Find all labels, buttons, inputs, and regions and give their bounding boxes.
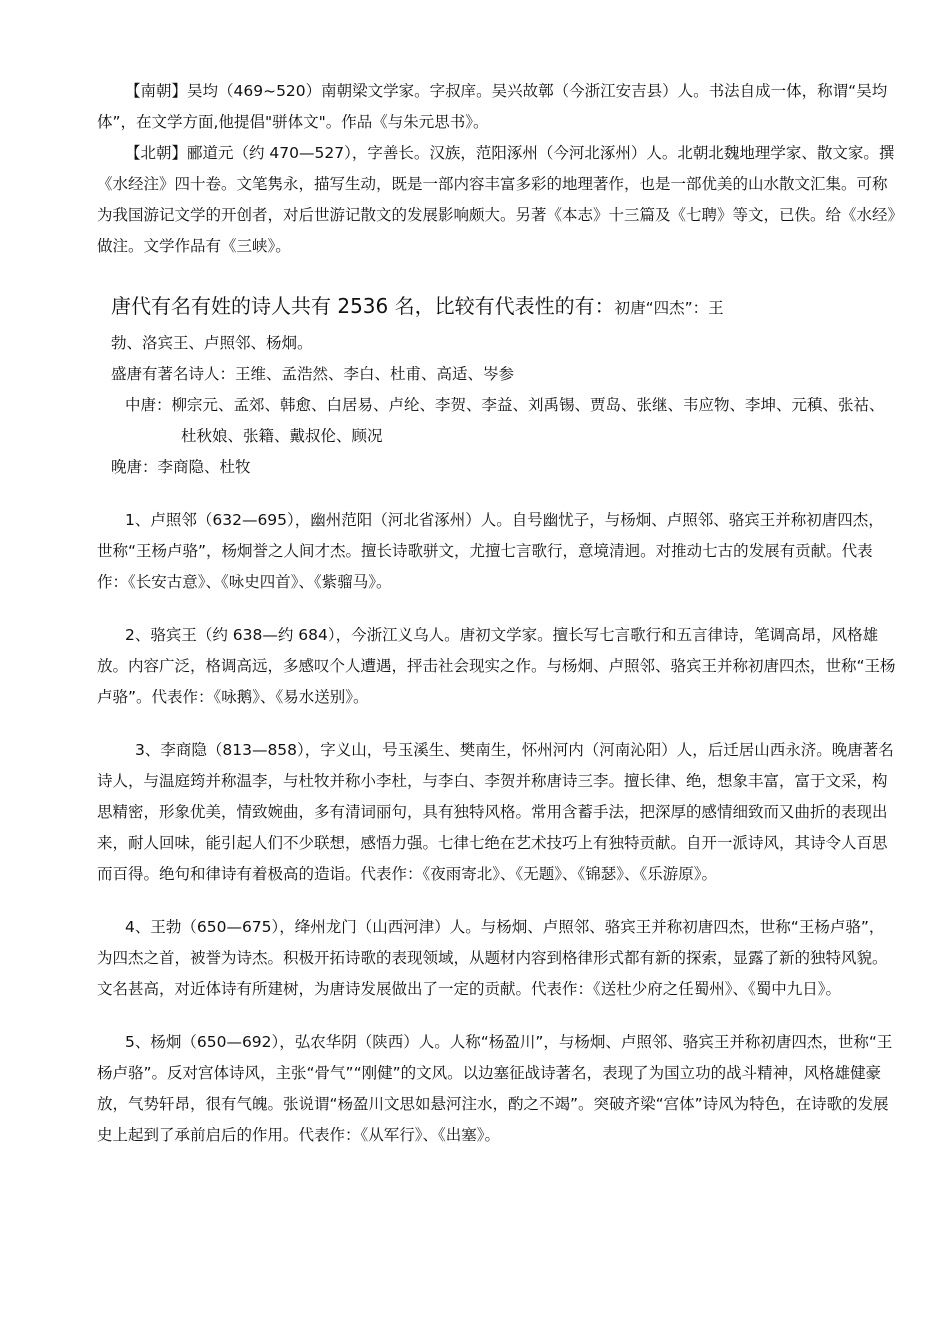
tang-heading [111, 286, 897, 328]
zhongtang-poets: 中唐：柳宗元、孟郊、韩愈、白居易、卢纶、李贺、李益、刘禹锡、贾岛、张继、韦应物、李坤、元稹、张祜、杜秋娘、张籍、戴叔伦、顾况 [125, 396, 885, 445]
wantang-poets: 晚唐：李商隐、杜牧 [111, 458, 251, 476]
bio-luo-binwang: 2、骆宾王（约 638—约 684），今浙江义乌人。唐初文学家。擅长写七言歌行和五言律诗，笔调高昂，风格雄放。内容广泛，格调高远，多感叹个人遭遇，抨击社会现实之作。与杨炯、卢照邻、骆宾王并称初唐四杰，世称“王杨卢骆”。代表作：《咏鹅》、《易水送别》。 [97, 626, 896, 706]
bio-yang-jiong: 5、杨炯（650—692），弘农华阴（陕西）人。人称“杨盈川”，与杨炯、卢照邻、骆宾王并称初唐四杰，世称“王杨卢骆”。反对宫体诗风，主张“骨气”“刚健”的文风。以边塞征战诗著名，表现了为国立功的战斗精神，风格雄健豪放，气势轩昂，很有气魄。张说谓“杨盈川文思如悬河注水，酌之不竭”。突破齐梁“宫体”诗风为特色，在诗歌的发展史上起到了承前启后的作用。代表作：《从军行》、《出塞》。 [97, 1033, 893, 1144]
tang-heading-small: 初唐“四杰”：王 [614, 299, 724, 317]
document-page [97, 76, 897, 1151]
shengtang-poets: 盛唐有著名诗人：王维、孟浩然、李白、杜甫、高适、岑参 [111, 365, 515, 383]
intro-north-paragraph: 【北朝】郦道元（约 470—527），字善长。汉族，范阳涿州（今河北涿州）人。北朝北魏地理学家、散文家。撰《水经注》四十卷。文笔隽永，描写生动，既是一部内容丰富多彩的地理著作，也是一部优美的山水散文汇集。可称为我国游记文学的开创者，对后世游记散文的发展影响颇大。另著《本志》十三篇及《七聘》等文，已佚。给《水经》做注。文学作品有《三峡》。 [97, 144, 896, 255]
tang-heading-continuation: 勃、洛宾王、卢照邻、杨炯。 [111, 334, 313, 352]
bio-lu-zhaolin: 1、卢照邻（632—695），幽州范阳（河北省涿州）人。自号幽忧子，与杨炯、卢照邻、骆宾王并称初唐四杰，世称“王杨卢骆”，杨炯誉之人间才杰。擅长诗歌骈文，尤擅七言歌行，意境清迥。对推动七古的发展有贡献。代表作：《长安古意》、《咏史四首》、《紫骝马》。 [97, 511, 884, 591]
bio-wang-bo: 4、王勃（650—675），绛州龙门（山西河津）人。与杨炯、卢照邻、骆宾王并称初唐四杰，世称“王杨卢骆”，为四杰之首，被誉为诗杰。积极开拓诗歌的表现领域，从题材内容到格律形式都有新的探索，显露了新的独特风貌。文名甚高，对近体诗有所建树，为唐诗发展做出了一定的贡献。代表作：《送杜少府之任蜀州》、《蜀中九日》。 [97, 918, 888, 998]
intro-south-paragraph: 【南朝】吴均（469~520）南朝梁文学家。字叔庠。吴兴故鄣（今浙江安吉县）人。书法自成一体，称谓“吴均体”，在文学方面,他提倡"骈体文"。作品《与朱元思书》。 [97, 82, 888, 131]
bio-li-shangyin: 3、李商隐（813—858），字义山，号玉溪生、樊南生，怀州河内（河南沁阳）人，后迁居山西永济。晚唐著名诗人，与温庭筠并称温李，与杜牧并称小李杜，与李白、李贺并称唐诗三李。擅长律、绝，想象丰富，富于文采，构思精密，形象优美，情致婉曲，多有清词丽句，具有独特风格。常用含蓄手法，把深厚的感情细致而又曲折的表现出来，耐人回味，能引起人们不少联想，感悟力强。七律七绝在艺术技巧上有独特贡献。自开一派诗风，其诗令人百思而百得。绝句和律诗有着极高的造诣。代表作：《夜雨寄北》、《无题》、《锦瑟》、《乐游原》。 [97, 741, 894, 883]
tang-heading-large: 唐代有名有姓的诗人共有 2536 名，比较有代表性的有： [111, 294, 615, 318]
